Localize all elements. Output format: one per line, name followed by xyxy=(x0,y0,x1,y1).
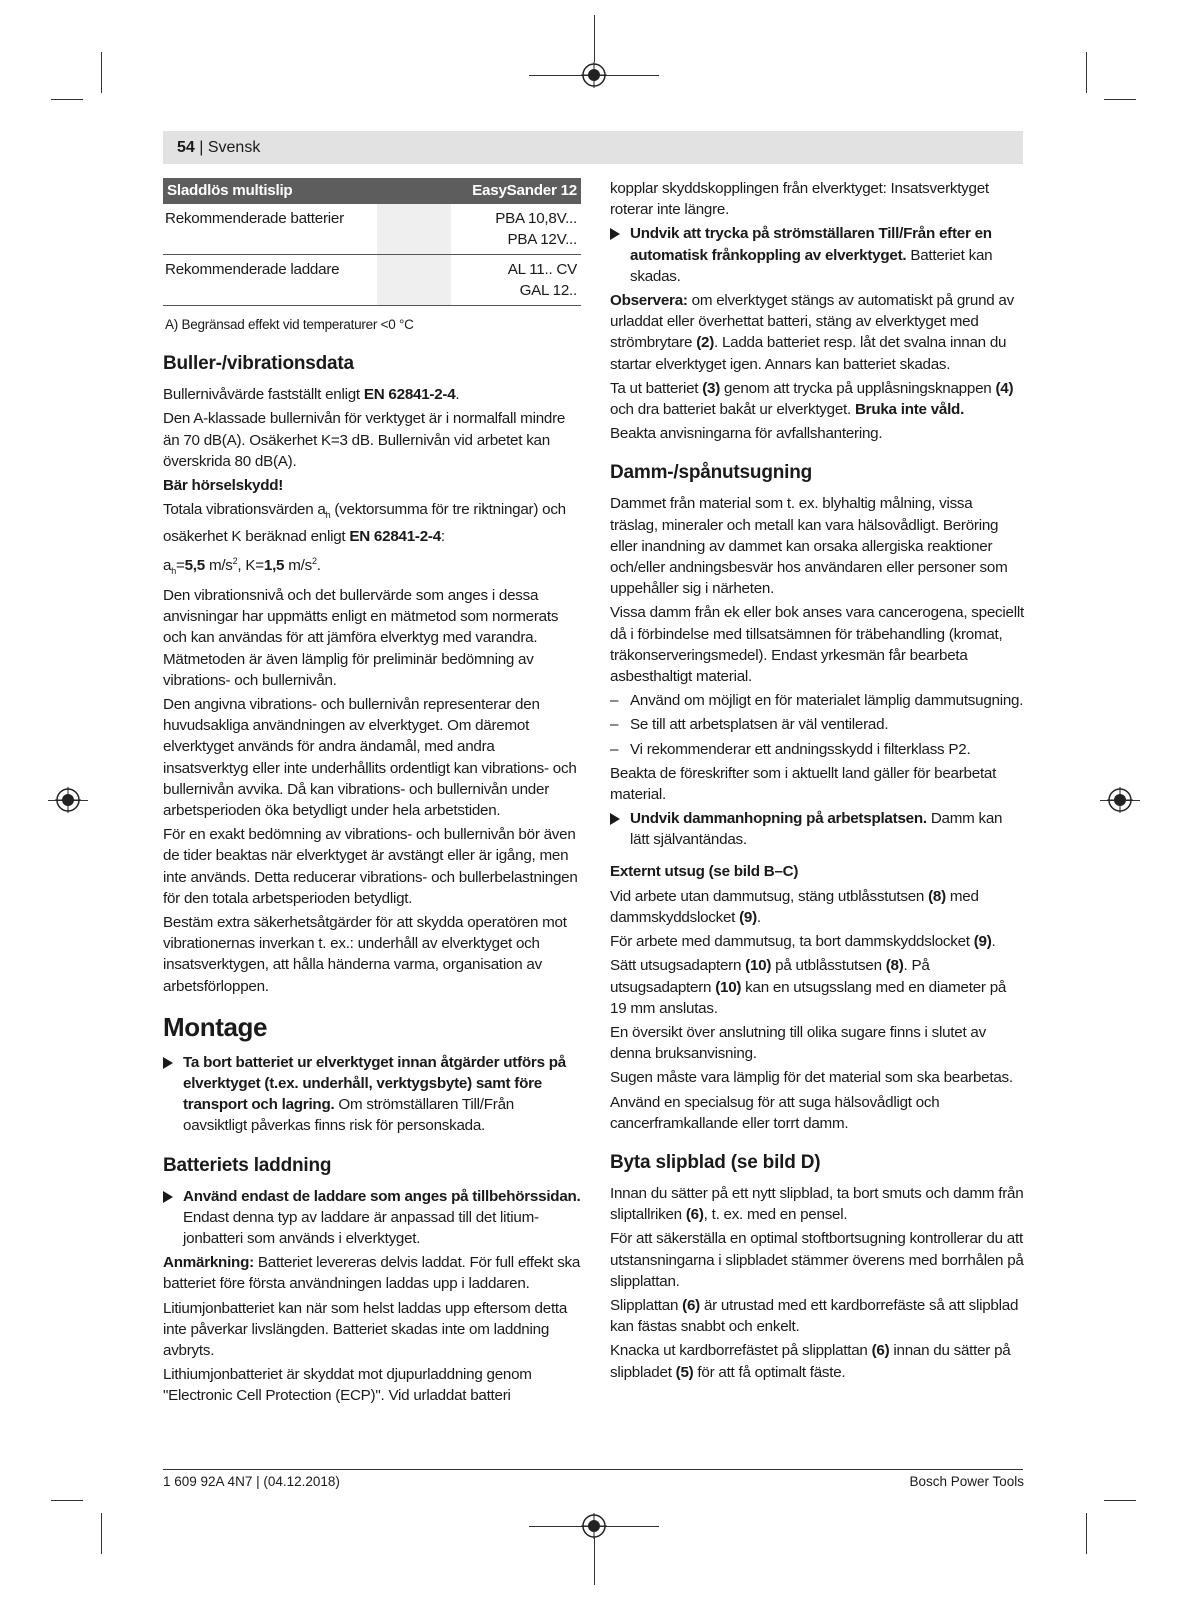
paragraph xyxy=(163,384,581,405)
text: Undvik att trycka på strömställaren Till/Från efter en automatisk frånkoppling av elverktyget. xyxy=(630,225,992,264)
label: Observera: xyxy=(610,292,688,310)
crop-mark xyxy=(101,1513,102,1554)
paragraph: Lithiumjonbatteriet är skyddat mot djupurladdning genom "Electronic Cell Protection (ECP)". Vid urladdat batteri xyxy=(163,1366,532,1405)
crop-mark xyxy=(101,52,102,93)
text: för att få optimalt fäste. xyxy=(693,1363,846,1381)
heading-noise: Buller-/vibrationsdata xyxy=(163,353,354,375)
bullet-item xyxy=(163,1052,581,1137)
registration-mark-icon xyxy=(1107,787,1133,813)
dash: – xyxy=(610,716,619,734)
paragraph xyxy=(610,931,1024,952)
right-column xyxy=(610,178,1024,1386)
list-item xyxy=(610,714,1024,735)
heading-charging: Batteriets laddning xyxy=(163,1154,332,1176)
text: Bullernivåvärde fastställt enligt xyxy=(163,386,364,404)
crop-mark xyxy=(51,99,83,100)
text: Om strömställaren Till/Från oavsiktligt påverkas finns risk för personskada. xyxy=(183,1096,514,1135)
header-language: Svensk xyxy=(207,139,261,156)
table-cell-empty xyxy=(377,204,451,255)
heading-external-suction: Externt utsug (se bild B–C) xyxy=(610,862,799,880)
table-row xyxy=(163,204,581,255)
header-separator: | xyxy=(194,139,208,156)
paragraph: Sugen måste vara lämplig för det material som ska bearbetas. xyxy=(610,1069,1013,1087)
paragraph: För en exakt bedömning av vibrations- och bullernivån bör även de tider beaktas när elverktyget är avstängt eller är igång, men inte används. Detta reducerar vibrations- och bullerbelastningen för den totala arbetsperioden betydligt. xyxy=(163,826,578,907)
list-item xyxy=(610,739,1024,760)
text: . Ladda batteriet resp. låt det svalna innan du startar elverktyget igen. Annars kan batteriet skadas. xyxy=(610,334,1007,373)
paragraph: Vissa damm från ek eller bok anses vara cancerogena, speciellt då i förbindelse med tillsatsämnen för träbehandling (kromat, träkonserveringsmedel). Endast yrkesmän får bearbeta asbesthaltigt material. xyxy=(610,604,1024,686)
ref: (8) xyxy=(885,957,904,975)
ref: (3) xyxy=(702,379,721,397)
text: om elverktyget stängs av automatiskt på grund av urladdat eller överhettat batteri, stäng av elverktyget med strömbrytare xyxy=(610,292,1014,352)
table-row-value: AL 11.. CV GAL 12.. xyxy=(451,255,581,306)
paragraph xyxy=(610,290,1024,375)
text: . xyxy=(316,556,321,574)
paragraph xyxy=(610,955,1024,1019)
footer-brand: Bosch Power Tools xyxy=(909,1474,1024,1489)
paragraph xyxy=(610,378,1024,420)
label: Anmärkning: xyxy=(163,1254,254,1272)
crop-mark xyxy=(1104,1500,1136,1501)
paragraph: kopplar skyddskopplingen från elverktyget: Insatsverktyget roterar inte längre. xyxy=(610,180,989,219)
ref: (9) xyxy=(973,933,992,951)
left-column xyxy=(163,178,581,1410)
page-header xyxy=(177,139,260,157)
text: Innan du sätter på ett nytt slipblad, ta bort smuts och damm från sliptallriken xyxy=(610,1184,1024,1224)
heading-blade: Byta slipblad (se bild D) xyxy=(610,1151,821,1173)
text: a xyxy=(163,556,172,574)
page-number: 54 xyxy=(177,139,195,156)
dash: – xyxy=(610,692,619,710)
text: innan du sätter på slipbladet xyxy=(610,1342,1011,1381)
superscript: 2 xyxy=(232,555,238,566)
ref: (6) xyxy=(682,1296,700,1314)
paragraph xyxy=(610,1183,1024,1225)
heading-dust: Damm-/spånutsugning xyxy=(610,462,813,484)
crop-mark xyxy=(1104,99,1136,100)
text: Ta bort batteriet ur elverktyget innan åtgärder utförs på elverktyget (t.ex. underhåll, verktygsbyte) samt före transport och lagring. xyxy=(183,1053,566,1114)
crop-mark xyxy=(594,15,595,62)
dash: – xyxy=(610,740,619,758)
text: Använd om möjligt en för materialet lämplig dammutsugning. xyxy=(630,692,1024,710)
crop-mark xyxy=(1086,1513,1087,1554)
spec-table-title: Sladdlös multislip xyxy=(163,178,377,204)
text: kan en utsugsslang med en diameter på 19 mm anslutas. xyxy=(610,978,1007,1017)
text: : xyxy=(440,528,445,546)
text: . xyxy=(991,933,996,951)
paragraph xyxy=(610,1295,1024,1337)
bullet-triangle-icon xyxy=(610,228,620,240)
ref: (6) xyxy=(685,1206,704,1224)
warning-hearing xyxy=(163,475,581,496)
bullet-item xyxy=(610,808,1024,850)
spec-table-spacer xyxy=(377,178,451,204)
list-item xyxy=(610,690,1024,711)
ref: (9) xyxy=(739,908,757,926)
paragraph xyxy=(610,1340,1024,1382)
text: Vid arbete utan dammutsug, stäng utblåsstutsen xyxy=(610,887,929,905)
value: 5,5 xyxy=(184,556,205,574)
registration-mark-icon xyxy=(581,1513,607,1539)
text: För arbete med dammutsug, ta bort dammskyddslocket xyxy=(610,933,974,951)
paragraph: Bestäm extra säkerhetsåtgärder för att skydda operatören mot vibrationernas inverkan t. ex.: underhåll av elverktyget och insatsverktygen, att hålla händerna varma, organisation av arbetsförloppen. xyxy=(163,914,567,995)
paragraph: Den angivna vibrations- och bullernivån representerar den huvudsakliga användningen av elverktyget. Om däremot elverktyget används för andra ändamål, med andra insatsverktyg eller inte underhållits ordentligt kan vibrations- och bullernivån avvika. Då kan vibrations- och bullernivån under arbetsperioden öka betydligt under hela arbetstiden. xyxy=(163,695,577,819)
ref: (8) xyxy=(928,887,946,905)
text: m/s xyxy=(204,556,233,574)
text: = xyxy=(175,556,185,574)
ref: (6) xyxy=(871,1342,890,1360)
table-row-label: Rekommenderade batterier xyxy=(163,204,377,255)
paragraph: Dammet från material som t. ex. blyhaltig målning, vissa träslag, mineraler och metall kan vara hälsovådligt. Beröring eller inandning av dammet kan orsaka allergiska reaktioner och/eller andningsbesvär hos användaren eller personer som uppehåller sig i närheten. xyxy=(610,495,1008,598)
text: , t. ex. med en pensel. xyxy=(703,1206,848,1224)
table-footnote: A) Begränsad effekt vid temperaturer <0 °C xyxy=(165,317,414,332)
registration-mark-icon xyxy=(581,62,607,88)
spec-table-model: EasySander 12 xyxy=(451,178,581,204)
table-cell-empty xyxy=(377,255,451,306)
text: och dra batteriet bakåt ur elverktyget. xyxy=(610,401,855,419)
crop-mark xyxy=(51,1500,83,1501)
ref: (10) xyxy=(745,957,772,975)
paragraph: Litiumjonbatteriet kan när som helst laddas upp eftersom detta inte påverkar livslängden. Batteriet skadas inte om laddning avbryts. xyxy=(163,1299,568,1360)
text: . xyxy=(455,386,460,404)
text: Knacka ut kardborrefästet på slipplattan xyxy=(610,1342,872,1360)
text: med dammskyddslocket xyxy=(610,887,979,926)
bullet-item xyxy=(163,1186,581,1250)
heading-montage: Montage xyxy=(163,1011,268,1042)
text: Bruka inte våld. xyxy=(854,401,965,419)
standard-ref: EN 62841-2-4 xyxy=(363,386,456,404)
paragraph xyxy=(163,1252,581,1294)
text: m/s xyxy=(284,556,312,574)
text: Ta ut batteriet xyxy=(610,379,703,397)
text: Sätt utsugsadaptern xyxy=(610,957,746,975)
text: Batteriet kan skadas. xyxy=(630,246,993,285)
text: på utblåsstutsen xyxy=(771,957,886,975)
paragraph: För att säkerställa en optimal stoftbortsugning kontrollerar du att utstansningarna i slipbladet stämmer överens med borrhålen på slipplattan. xyxy=(610,1230,1024,1290)
text: . På utsugsadaptern xyxy=(610,957,930,996)
registration-mark-icon xyxy=(55,787,81,813)
vibration-values xyxy=(163,551,581,582)
paragraph: Använd en specialsug för att suga hälsovådligt och cancerframkallande eller torrt damm. xyxy=(610,1093,940,1132)
paragraph: Beakta anvisningarna för avfallshantering. xyxy=(610,425,883,443)
text: Undvik dammanhopning på arbetsplatsen. xyxy=(630,810,927,828)
page-header-bar xyxy=(163,131,1023,164)
crop-mark xyxy=(594,1538,595,1585)
spec-table-header xyxy=(163,178,581,204)
paragraph xyxy=(163,499,581,547)
value: 1,5 xyxy=(263,556,285,574)
text: (vektorsumma för tre riktningar) och osäkerhet K beräknad enligt xyxy=(163,501,566,546)
text: Endast denna typ av laddare är anpassad till det litium-jonbatteri som används i elverktyget. xyxy=(183,1208,539,1248)
table-row-value: PBA 10,8V... PBA 12V... xyxy=(451,204,581,255)
text: Använd endast de laddare som anges på tillbehörssidan. xyxy=(183,1187,581,1205)
standard-ref: EN 62841-2-4 xyxy=(349,528,441,546)
text: Slipplattan xyxy=(610,1296,683,1314)
paragraph: Den vibrationsnivå och det bullervärde som anges i dessa anvisningar har uppmätts enligt en mätmetod som normerats och kan användas för att jämföra elverktyg med varandra. Mätmetoden är även lämplig för preliminär bedömning av vibrations- och bullernivån. xyxy=(163,586,559,689)
footer-rule xyxy=(163,1469,1023,1470)
table-row-label: Rekommenderade laddare xyxy=(163,255,377,306)
text: . xyxy=(756,908,761,926)
text: Se till att arbetsplatsen är väl ventilerad. xyxy=(630,716,889,734)
superscript: 2 xyxy=(311,555,317,566)
paragraph: En översikt över anslutning till olika sugare finns i slutet av denna bruksanvisning. xyxy=(610,1023,986,1063)
spec-table xyxy=(163,178,581,306)
bullet-triangle-icon xyxy=(610,813,620,825)
paragraph: Beakta de föreskrifter som i aktuellt land gäller för bearbetat material. xyxy=(610,764,997,804)
bullet-triangle-icon xyxy=(163,1057,173,1069)
subscript: h xyxy=(171,565,176,576)
ref: (5) xyxy=(675,1363,694,1381)
bullet-item xyxy=(610,223,1024,287)
text: Totala vibrationsvärden a xyxy=(163,501,326,519)
table-row xyxy=(163,255,581,306)
paragraph xyxy=(610,886,1024,928)
ref: (10) xyxy=(715,978,742,996)
paragraph: Den A-klassade bullernivån för verktyget är i normalfall mindre än 70 dB(A). Osäkerhet K=3 dB. Bullernivån vid arbetet kan överskrida 80 dB(A). xyxy=(163,410,566,470)
text: Bär hörselskydd! xyxy=(163,477,284,495)
text: Batteriet levereras delvis laddat. För full effekt ska batteriet före första användningen laddas upp i laddaren. xyxy=(163,1254,581,1293)
subscript: h xyxy=(325,510,331,521)
text: Damm kan lätt självantändas. xyxy=(630,810,1003,849)
footer-doc-id: 1 609 92A 4N7 | (04.12.2018) xyxy=(163,1474,340,1489)
text: , K= xyxy=(237,556,264,574)
ref: (2) xyxy=(696,334,715,352)
text: Vi rekommenderar ett andningsskydd i filterklass P2. xyxy=(630,740,971,758)
crop-mark xyxy=(1086,52,1087,93)
text: är utrustad med ett kardborrefäste så att slipblad kan fästas snabbt och enkelt. xyxy=(610,1296,1019,1336)
ref: (4) xyxy=(995,379,1014,397)
text: genom att trycka på upplåsningsknappen xyxy=(720,379,996,397)
bullet-triangle-icon xyxy=(163,1191,173,1203)
